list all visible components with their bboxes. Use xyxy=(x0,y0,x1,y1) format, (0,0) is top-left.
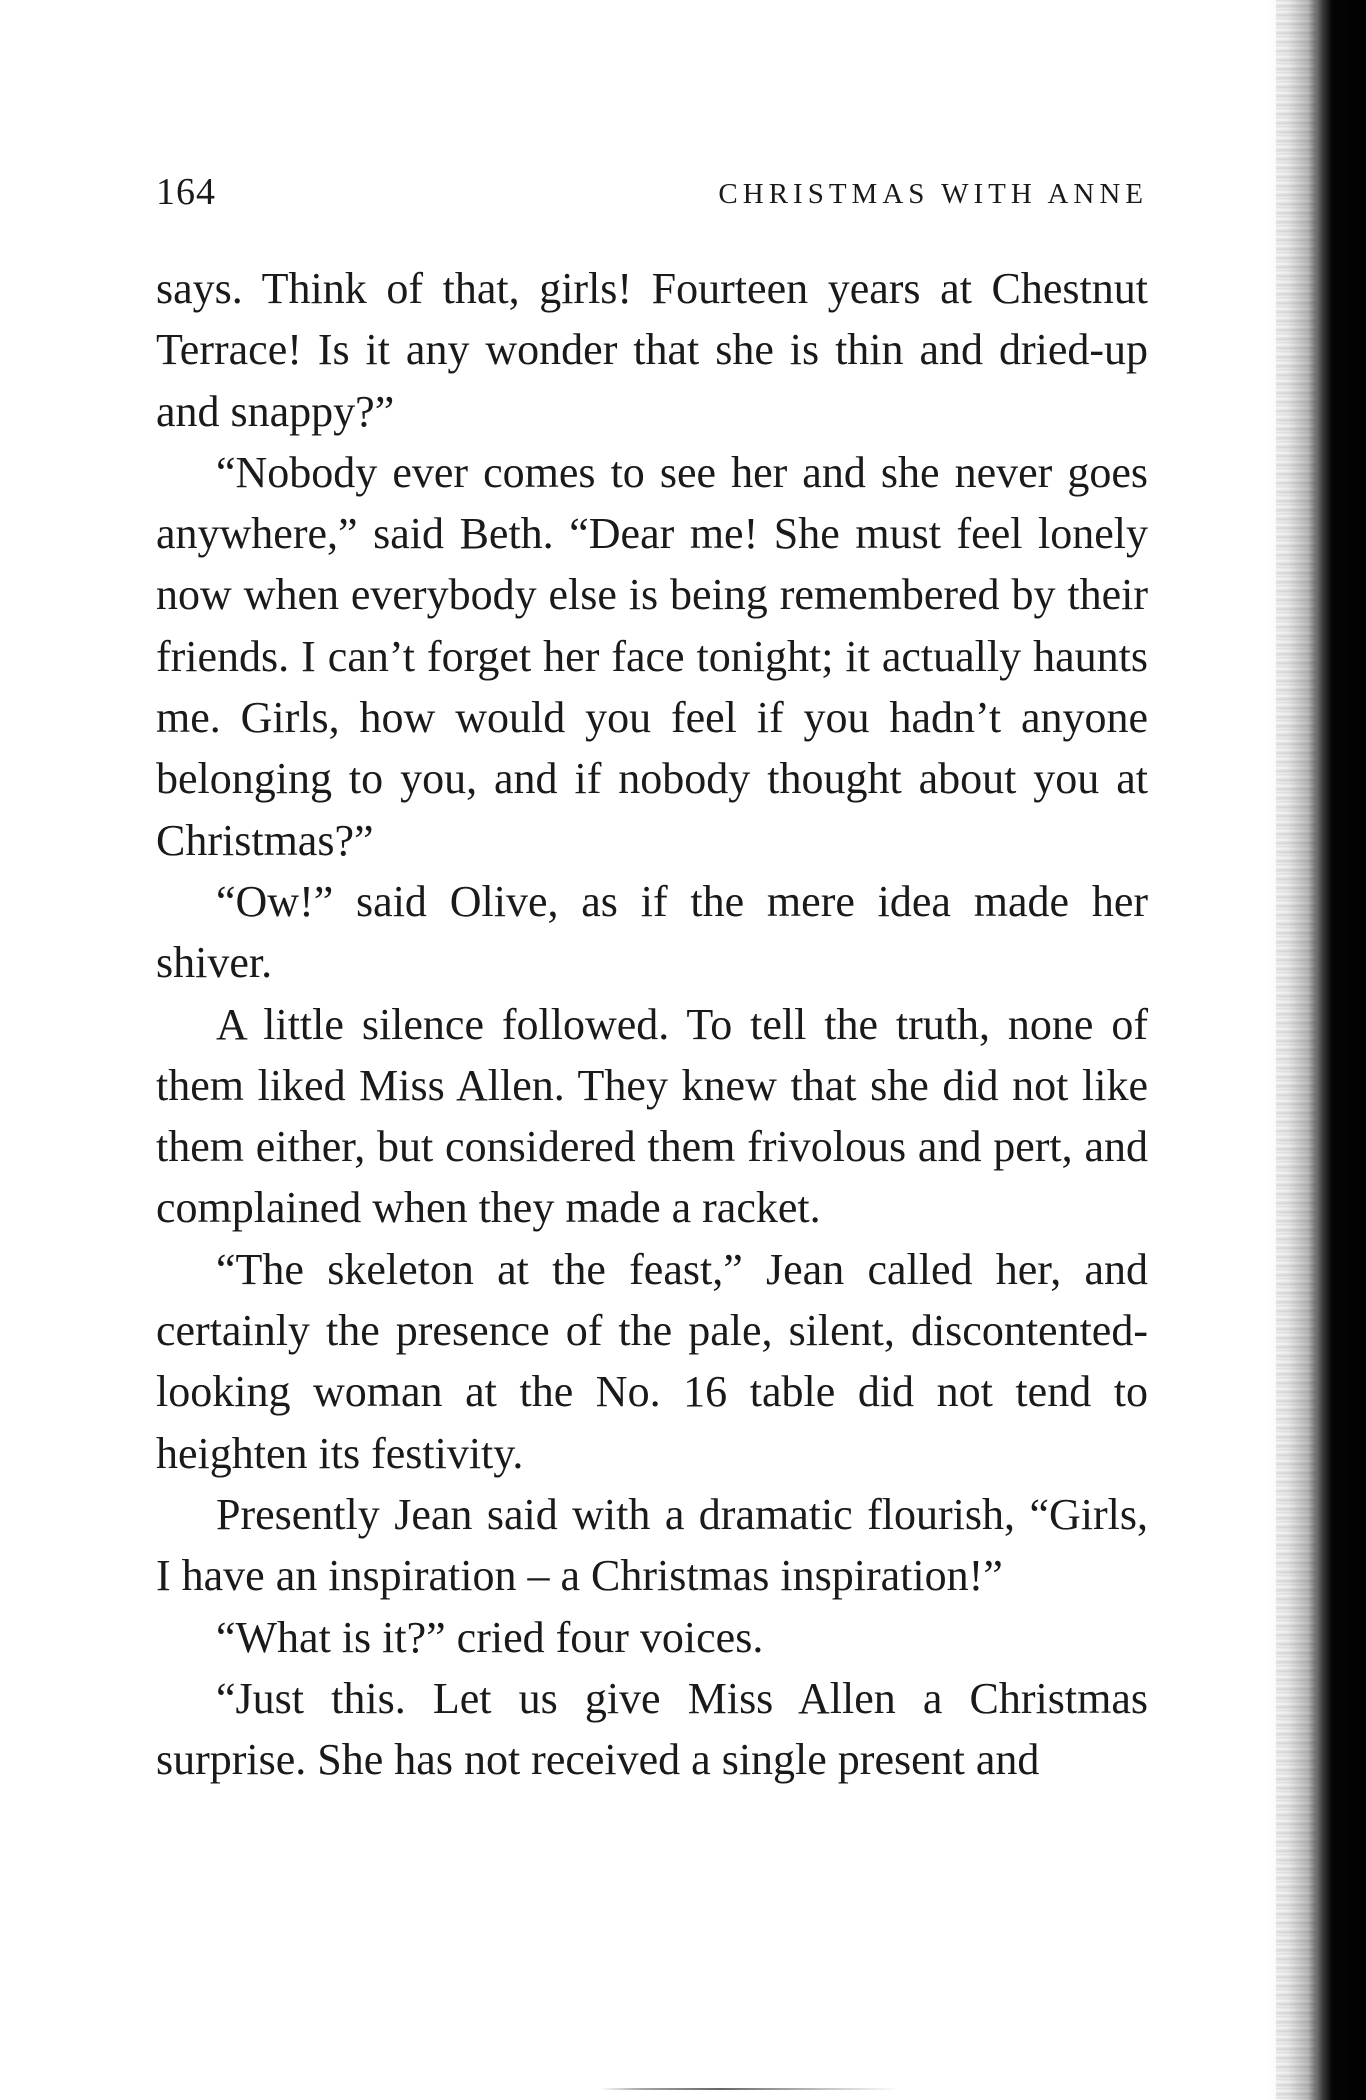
paragraph: Presently Jean said with a dramatic flourish, “Girls, I have an inspiration – a Christmas inspiration!” xyxy=(156,1489,1148,1601)
paragraph: “Ow!” said Olive, as if the mere idea made her shiver. xyxy=(156,876,1148,988)
paragraph: “Just this. Let us give Miss Allen a Christmas surprise. She has not received a single present and xyxy=(156,1673,1148,1785)
paragraph: “What is it?” cried four voices. xyxy=(216,1612,764,1662)
paragraph: “The skeleton at the feast,” Jean called her, and certainly the presence of the pale, silent, discontented-looking woman at the No. 16 table did not tend to heighten its festivity. xyxy=(156,1244,1148,1478)
page-number: 164 xyxy=(156,171,216,213)
paragraph: A little silence followed. To tell the truth, none of them liked Miss Allen. They knew that she did not like them either, but considered them frivolous and pert, and complained when they made a racket. xyxy=(156,999,1148,1233)
paragraph: says. Think of that, girls! Fourteen years at Chestnut Terrace! Is it any wonder that she is thin and dried-up and snappy?” xyxy=(156,264,1148,436)
running-title: CHRISTMAS WITH ANNE xyxy=(718,178,1148,210)
bottom-scan-artifact xyxy=(600,2088,900,2090)
binding-gutter-texture xyxy=(1276,0,1316,2100)
running-head xyxy=(156,170,1148,220)
paragraph: “Nobody ever comes to see her and she never goes anywhere,” said Beth. “Dear me! She must feel lonely now when everybody else is being remembered by their friends. I can’t forget her face tonight; it actually haunts me. Girls, how would you feel if you hadn’t anyone belonging to you, and if nobody thought about you at Christmas?” xyxy=(156,447,1148,865)
body-text xyxy=(156,258,1148,1790)
